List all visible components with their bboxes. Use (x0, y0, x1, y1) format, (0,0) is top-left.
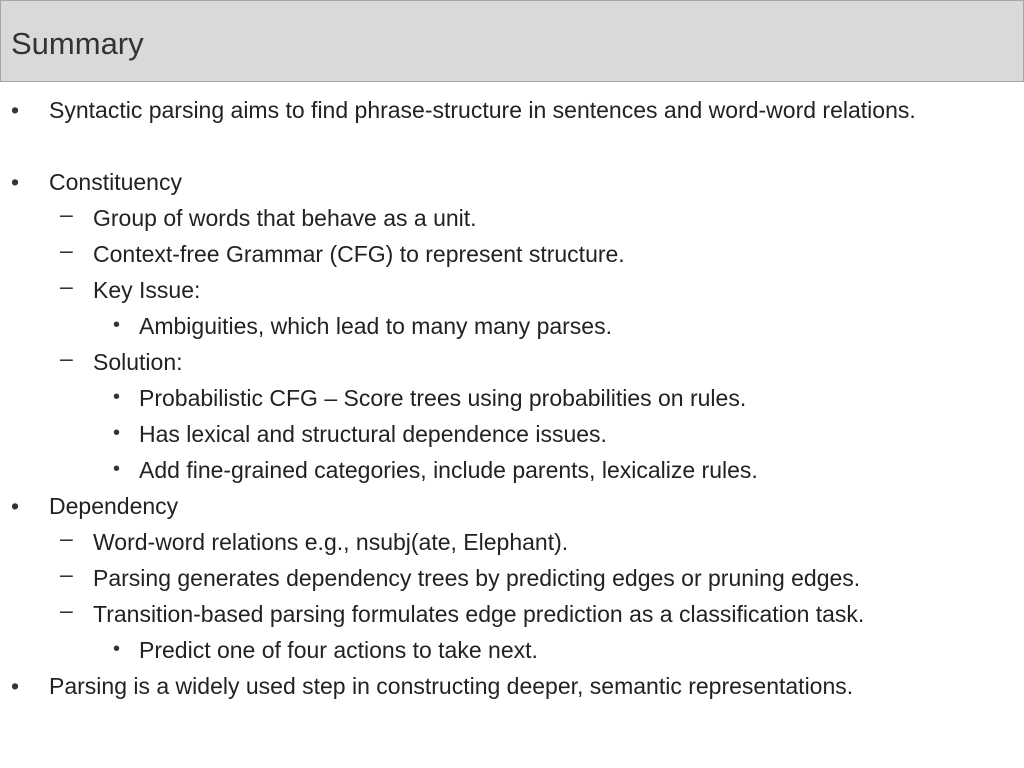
dash-marker: – (60, 273, 73, 299)
dash-marker: – (60, 237, 73, 263)
bullet-marker: • (113, 422, 121, 444)
bullet-item-level-1 (0, 488, 1024, 524)
bullet-text: Context-free Grammar (CFG) to represent structure. (93, 241, 625, 267)
bullet-marker: • (11, 673, 20, 699)
bullet-marker: • (11, 493, 20, 519)
slide-title-bar (0, 0, 1024, 82)
bullet-marker: • (11, 169, 20, 195)
dash-marker: – (60, 525, 73, 551)
bullet-item-level-2 (0, 560, 1024, 596)
dash-marker: – (60, 597, 73, 623)
bullet-item-level-2 (0, 524, 1024, 560)
bullet-text: Syntactic parsing aims to find phrase-structure in sentences and word-word relations. (49, 97, 916, 123)
bullet-text: Word-word relations e.g., nsubj(ate, Elephant). (93, 529, 569, 555)
bullet-item-level-2 (0, 596, 1024, 632)
bullet-text: Constituency (49, 169, 182, 195)
bullet-item-level-3 (0, 308, 1024, 344)
dash-marker: – (60, 561, 73, 587)
bullet-text: Probabilistic CFG – Score trees using probabilities on rules. (139, 385, 747, 411)
bullet-text: Dependency (49, 493, 179, 519)
bullet-marker: • (11, 97, 20, 123)
slide-title: Summary (11, 26, 144, 61)
bullet-marker: • (113, 314, 121, 336)
bullet-text: Parsing generates dependency trees by predicting edges or pruning edges. (93, 565, 861, 591)
bullet-item-level-2 (0, 344, 1024, 380)
bullet-item-level-3 (0, 416, 1024, 452)
bullet-marker: • (113, 638, 121, 660)
bullet-item-level-2 (0, 200, 1024, 236)
bullet-text: Add fine-grained categories, include parents, lexicalize rules. (139, 457, 758, 483)
dash-marker: – (60, 201, 73, 227)
bullet-text: Solution: (93, 349, 183, 375)
bullet-marker: • (113, 386, 121, 408)
bullet-item-level-1 (0, 668, 1024, 704)
bullet-item-level-1 (0, 164, 1024, 200)
bullet-item-level-3 (0, 452, 1024, 488)
dash-marker: – (60, 345, 73, 371)
bullet-text: Has lexical and structural dependence issues. (139, 421, 607, 447)
bullet-text: Ambiguities, which lead to many many parses. (139, 313, 612, 339)
bullet-item-level-3 (0, 632, 1024, 668)
bullet-text: Parsing is a widely used step in constructing deeper, semantic representations. (49, 673, 854, 699)
bullet-marker: • (113, 458, 121, 480)
bullet-text: Transition-based parsing formulates edge prediction as a classification task. (93, 601, 865, 627)
bullet-item-level-3 (0, 380, 1024, 416)
bullet-text: Key Issue: (93, 277, 201, 303)
bullet-text: Predict one of four actions to take next. (139, 637, 538, 663)
bullet-list (0, 92, 1024, 704)
bullet-item-level-2 (0, 236, 1024, 272)
bullet-text: Group of words that behave as a unit. (93, 205, 477, 231)
bullet-item-level-2 (0, 272, 1024, 308)
bullet-item-level-1 (0, 92, 1024, 128)
